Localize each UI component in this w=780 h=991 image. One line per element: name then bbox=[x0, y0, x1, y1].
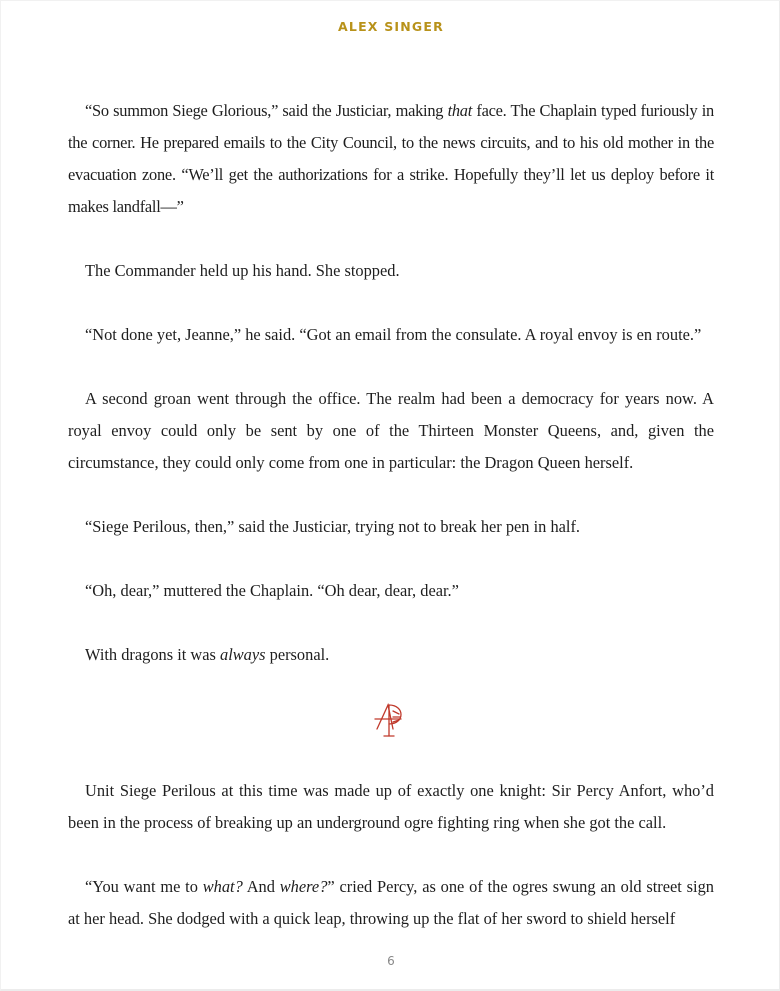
ap-monogram-ornament-icon bbox=[371, 699, 411, 739]
text-run: The Commander held up his hand. She stopped. bbox=[85, 261, 400, 280]
text-run: face. The Chaplain typed furiously in the corner. He prepared emails to the City Council, to the news circuits, and to his old mother in the evacuation zone. “We’ll get the authorizations for a strike. Hopefully they’ll let us deploy before it makes landfall—” bbox=[68, 101, 714, 216]
italic-text-run: always bbox=[220, 645, 266, 664]
paragraph bbox=[68, 575, 714, 607]
text-run: “So summon Siege Glorious,” said the Justiciar, making bbox=[85, 101, 448, 120]
paragraph bbox=[68, 95, 714, 223]
paragraph bbox=[68, 511, 714, 543]
text-run: “Oh, dear,” muttered the Chaplain. “Oh dear, dear, dear.” bbox=[85, 581, 459, 600]
text-run: “You want me to bbox=[85, 877, 203, 896]
text-run: A second groan went through the office. The realm had been a democracy for years now. A royal envoy could only be sent by one of the Thirteen Monster Queens, and, given the circumstance, they could only come from one in particular: the Dragon Queen herself. bbox=[68, 389, 714, 472]
monogram-a-stroke bbox=[377, 705, 393, 729]
text-run: ” cried Percy, as one of the ogres swung an old street sign at her head. She dodged with a quick leap, throwing up the flat of her sword to shield herself bbox=[68, 877, 714, 928]
paragraph bbox=[68, 871, 714, 935]
running-head-author: ALEX SINGER bbox=[338, 19, 444, 34]
paragraph bbox=[68, 639, 714, 671]
text-run: Unit Siege Perilous at this time was made up of exactly one knight: Sir Percy Anfort, who’d been in the process of breaking up an underground ogre fighting ring when she got the call. bbox=[68, 781, 714, 832]
text-run: With dragons it was bbox=[85, 645, 220, 664]
italic-text-run: that bbox=[447, 101, 473, 120]
text-run: “Siege Perilous, then,” said the Justiciar, trying not to break her pen in half. bbox=[85, 517, 581, 536]
paragraph bbox=[68, 775, 714, 839]
page-number: 6 bbox=[387, 954, 395, 968]
monogram-rays bbox=[393, 711, 400, 722]
text-run: And bbox=[242, 877, 280, 896]
italic-text-run: where? bbox=[279, 877, 328, 896]
paragraph bbox=[68, 319, 714, 351]
text-run: “Not done yet, Jeanne,” he said. “Got an email from the consulate. A royal envoy is en route.” bbox=[85, 325, 702, 344]
paragraph bbox=[68, 383, 714, 479]
body-text bbox=[68, 95, 714, 967]
italic-text-run: what? bbox=[202, 877, 243, 896]
text-run: personal. bbox=[265, 645, 330, 664]
paragraph bbox=[68, 255, 714, 287]
